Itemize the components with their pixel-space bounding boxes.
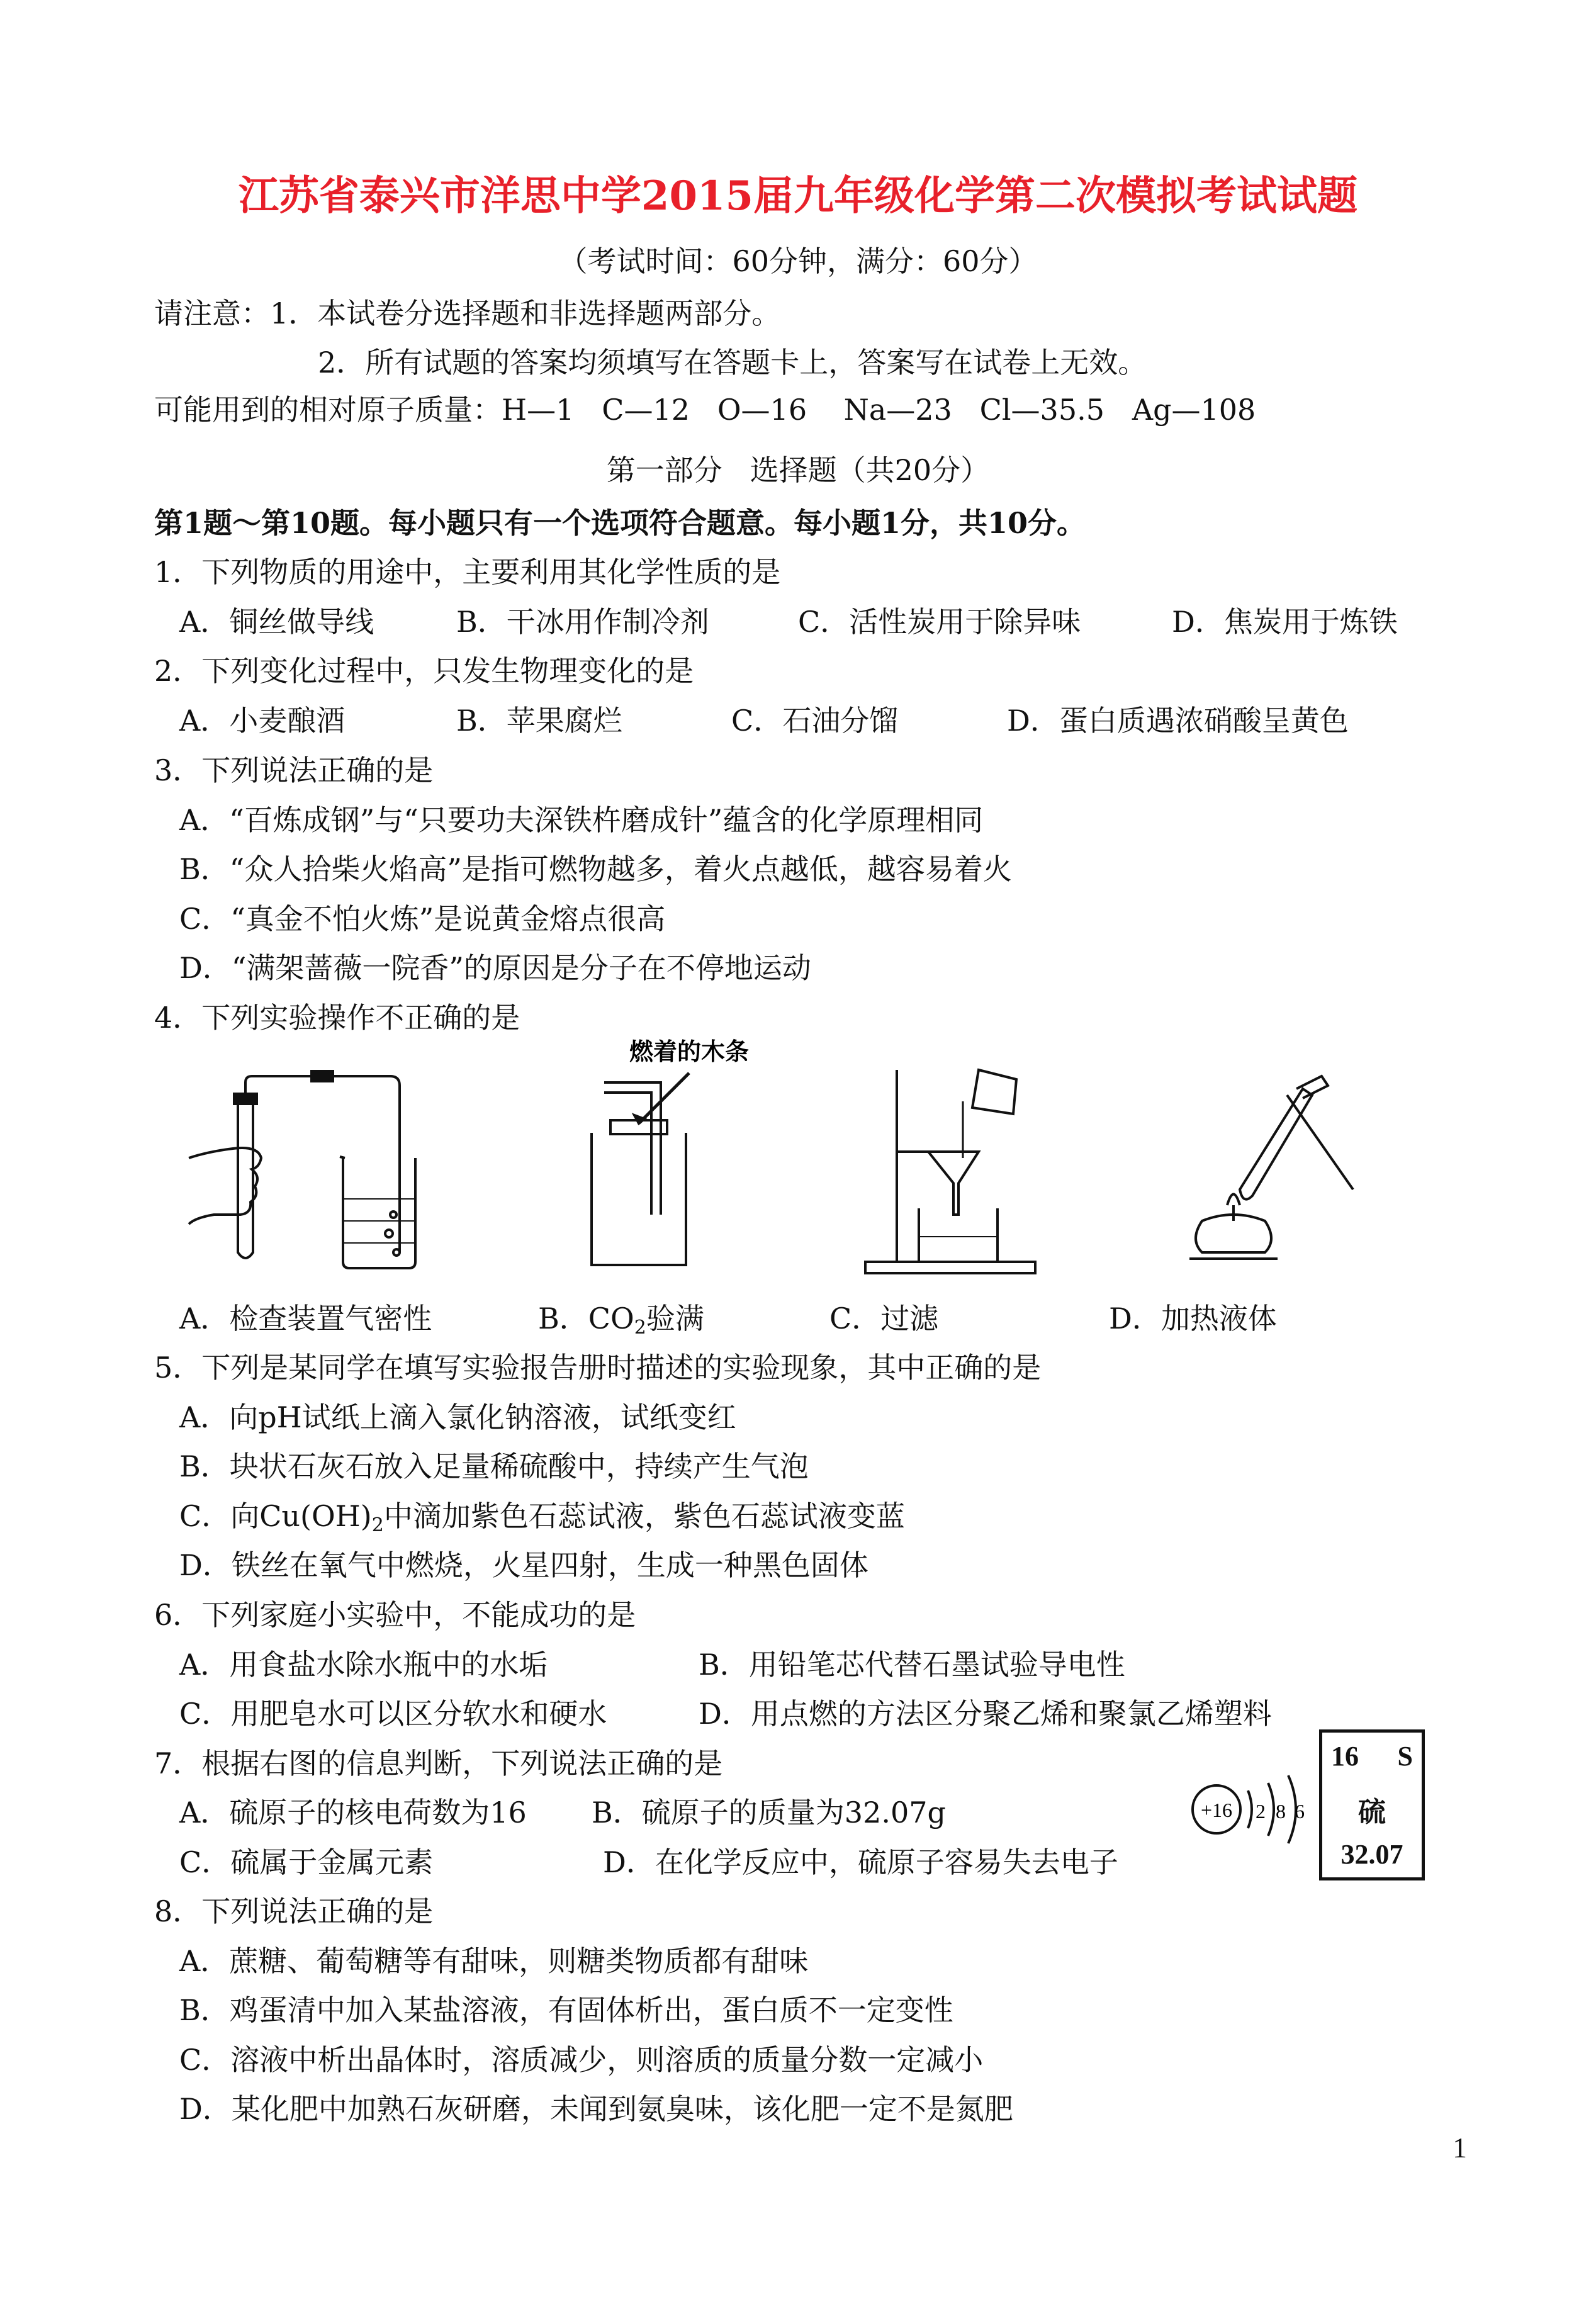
q8-option-a: A．蔗糖、葡萄糖等有甜味，则糖类物质都有甜味 <box>179 1944 809 1978</box>
q5-option-c: C．向Cu(OH)2中滴加紫色石蕊试液，紫色石蕊试液变蓝 <box>179 1499 905 1536</box>
section-instruction: 第1题～第10题。每小题只有一个选项符合题意。每小题1分，共10分。 <box>154 506 1086 540</box>
q6-option-d: D．用点燃的方法区分聚乙烯和聚氯乙烯塑料 <box>699 1697 1272 1731</box>
q3-option-d: D．“满架蔷薇一院香”的原因是分子在不停地运动 <box>179 951 811 985</box>
q2-option-b: B．苹果腐烂 <box>456 704 622 738</box>
sulfur-element-card <box>1319 1729 1425 1880</box>
q7-option-a: A．硫原子的核电荷数为16 <box>179 1796 527 1830</box>
q1-option-a: A．铜丝做导线 <box>179 605 374 639</box>
q5-option-d: D．铁丝在氧气中燃烧，火星四射，生成一种黑色固体 <box>179 1548 868 1582</box>
q7-option-d: D．在化学反应中，硫原子容易失去电子 <box>603 1845 1118 1879</box>
shell-2-electrons: 8 <box>1276 1800 1286 1823</box>
q7-stem: 7．根据右图的信息判断，下列说法正确的是 <box>154 1746 723 1780</box>
q7-option-c: C．硫属于金属元素 <box>179 1845 434 1879</box>
nucleus-charge: +16 <box>1200 1799 1233 1821</box>
q8-option-b: B．鸡蛋清中加入某盐溶液，有固体析出，蛋白质不一定变性 <box>179 1993 953 2027</box>
q2-stem: 2．下列变化过程中，只发生物理变化的是 <box>154 654 694 688</box>
q6-stem: 6．下列家庭小实验中，不能成功的是 <box>154 1598 636 1632</box>
q3-stem: 3．下列说法正确的是 <box>154 753 434 787</box>
q3-option-b: B．“众人拾柴火焰高”是指可燃物越多，着火点越低，越容易着火 <box>179 852 1012 886</box>
atomic-mass: 32.07 <box>1340 1839 1403 1870</box>
atomic-masses: 可能用到的相对原子质量：H—1 C—12 O—16 Na—23 Cl—35.5 Ag—108 <box>154 393 1256 427</box>
atomic-number: 16 <box>1331 1741 1359 1772</box>
q2-option-a: A．小麦酿酒 <box>179 704 346 738</box>
shell-3-electrons: 6 <box>1295 1800 1305 1823</box>
element-name: 硫 <box>1358 1797 1386 1828</box>
page-number: 1 <box>1453 2132 1467 2164</box>
q4-stem: 4．下列实验操作不正确的是 <box>154 1001 520 1035</box>
q4-option-a: A．检查装置气密性 <box>179 1301 432 1335</box>
q8-option-d: D．某化肥中加熟石灰研磨，未闻到氨臭味，该化肥一定不是氮肥 <box>179 2092 1013 2126</box>
q6-option-a: A．用食盐水除水瓶中的水垢 <box>179 1648 548 1682</box>
q1-stem: 1．下列物质的用途中，主要利用其化学性质的是 <box>154 555 781 589</box>
q4-option-b: B．CO2验满 <box>538 1301 704 1339</box>
q1-option-c: C．活性炭用于除异味 <box>798 605 1081 639</box>
q2-option-d: D．蛋白质遇浓硝酸呈黄色 <box>1007 704 1349 738</box>
q3-option-a: A．“百炼成钢”与“只要功夫深铁杵磨成针”蕴含的化学原理相同 <box>179 803 984 837</box>
q2-option-c: C．石油分馏 <box>731 704 899 738</box>
shell-1-electrons: 2 <box>1256 1800 1266 1823</box>
element-symbol: S <box>1397 1741 1413 1772</box>
note-1: 请注意：1．本试卷分选择题和非选择题两部分。 <box>154 296 781 330</box>
q6-option-c: C．用肥皂水可以区分软水和硬水 <box>179 1697 607 1731</box>
figure-airtightness-check <box>183 1064 422 1278</box>
exam-info: （考试时间：60分钟，满分：60分） <box>558 244 1038 278</box>
q5-option-a: A．向pH试纸上滴入氯化钠溶液，试纸变红 <box>179 1400 736 1434</box>
q1-option-b: B．干冰用作制冷剂 <box>456 605 709 639</box>
q4-option-d: D．加热液体 <box>1109 1301 1277 1335</box>
q1-option-d: D．焦炭用于炼铁 <box>1172 605 1398 639</box>
q8-stem: 8．下列说法正确的是 <box>154 1894 434 1928</box>
burning-stick-label: 燃着的木条 <box>629 1038 750 1065</box>
figure-heating-liquid <box>1152 1064 1366 1278</box>
q8-option-c: C．溶液中析出晶体时，溶质减少，则溶质的质量分数一定减小 <box>179 2043 984 2077</box>
q7-option-b: B．硫原子的质量为32.07g <box>592 1796 946 1830</box>
figure-co2-check <box>554 1038 768 1278</box>
q5-option-b: B．块状石灰石放入足量稀硫酸中，持续产生气泡 <box>179 1449 809 1483</box>
figure-filtration <box>853 1064 1060 1278</box>
section-title: 第一部分 选择题（共20分） <box>606 453 990 487</box>
q4-option-c: C．过滤 <box>829 1301 939 1335</box>
note-2: 2．所有试题的答案均须填写在答题卡上，答案写在试卷上无效。 <box>318 346 1147 379</box>
q5-stem: 5．下列是某同学在填写实验报告册时描述的实验现象，其中正确的是 <box>154 1351 1042 1385</box>
q6-option-b: B．用铅笔芯代替石墨试验导电性 <box>699 1648 1125 1682</box>
q3-option-c: C．“真金不怕火炼”是说黄金熔点很高 <box>179 902 666 936</box>
page-title: 江苏省泰兴市洋思中学2015届九年级化学第二次模拟考试试题 <box>238 172 1358 220</box>
sulfur-atom-diagram <box>1186 1765 1312 1853</box>
